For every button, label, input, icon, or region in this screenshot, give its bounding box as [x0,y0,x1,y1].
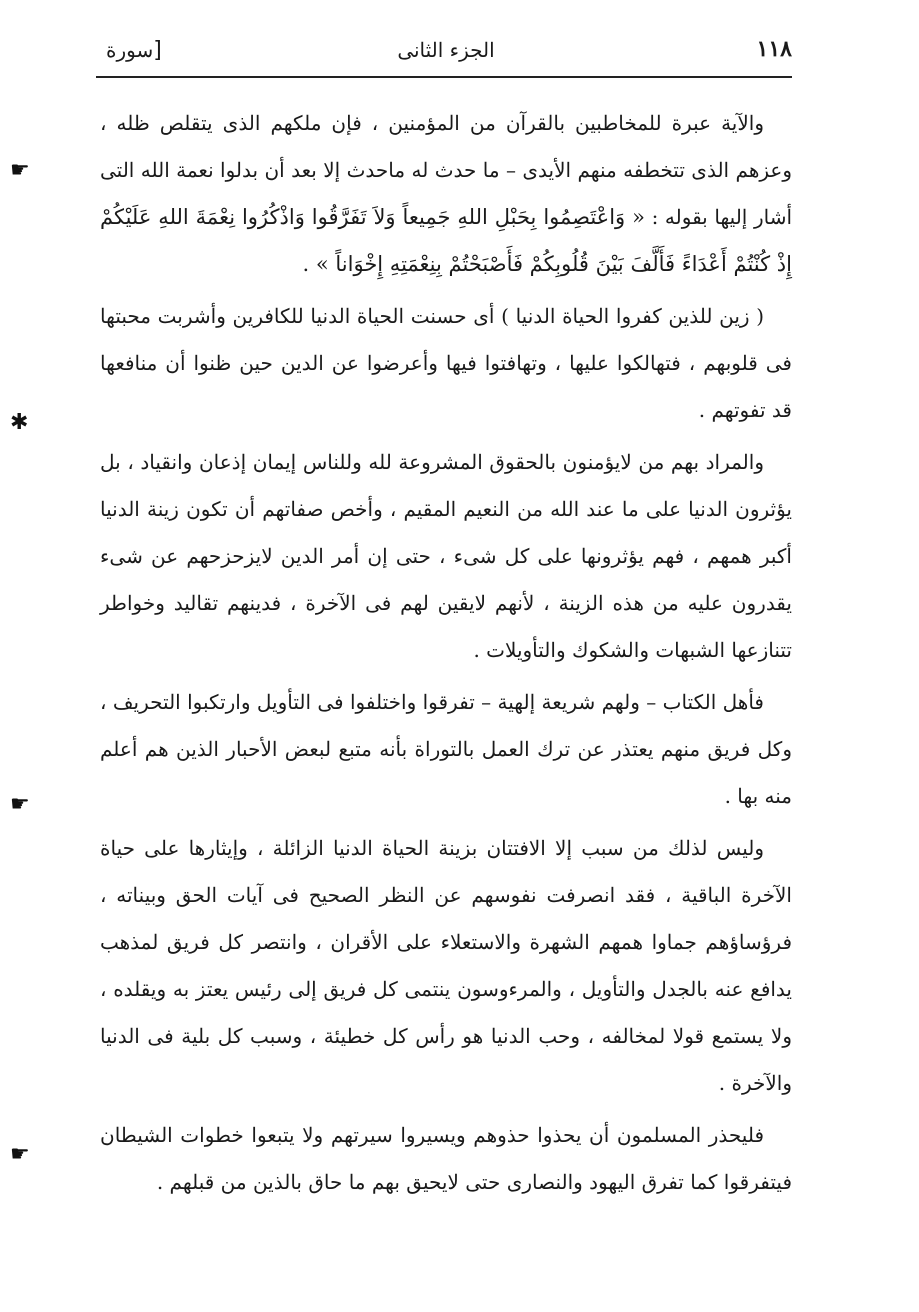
margin-mark-icon: ☛ [10,158,30,183]
header-bracket: [ [153,38,162,63]
margin-mark-icon: ☛ [10,792,30,817]
paragraph-6: فليحذر المسلمون أن يحذوا حذوهم ويسيروا سيرتهم ولا يتبعوا خطوات الشيطان فيتفرقوا كما تفرق اليهود والنصارى حتى لايحيق بهم ما حاق بالذين من قبلهم . [100,1123,792,1194]
paragraph-1-text: والآية عبرة للمخاطبين بالقرآن من المؤمنين ، فإن ملكهم الذى يتقلص ظله ، وعزهم الذى تتخطفه منهم الأيدى – ما حدث له ماحدث إلا بعد أن بدلوا نعمة الله التى أشار إليها بقوله : [100,111,793,229]
paragraph-4: فأهل الكتاب – ولهم شريعة إلهية – تفرقوا واختلفوا فى التأويل وارتكبوا التحريف ، وكل فريق منهم يعتذر عن ترك العمل بالتوراة بأنه متبع لبعض الأحبار الذين هم أعلم منه بها . [100,690,792,808]
paragraph-3: والمراد بهم من لايؤمنون بالحقوق المشروعة لله وللناس إيمان إذعان وانقياد ، بل يؤثرون الدنيا على ما عند الله من النعيم المقيم ، وأخص صفاتهم أن تكون زينة الدنيا أكبر همهم ، فهم يؤثرونها على كل شىء ، حتى إن أمر الدين لايزحزحهم عن شىء يقدرون عليه من هذه الزينة ، لأنهم لايقين لهم فى الآخرة ، فدينهم تقاليد وخواطر تتنازعها الشبهات والشكوك والتأويلات . [100,450,792,662]
header-rule [96,76,792,78]
running-title: الجزء الثانى [397,38,495,62]
page-header [100,30,792,74]
body-text [100,100,792,1211]
page-number: ١١٨ [756,36,792,62]
surah-label [106,38,162,63]
paragraph-5: وليس لذلك من سبب إلا الافتتان بزينة الحياة الدنيا الزائلة ، وإيثارها على حياة الآخرة الباقية ، فقد انصرفت نفوسهم عن النظر الصحيح فى آيات الحق وبيناته ، فرؤساؤهم جماوا همهم الشهرة والاستعلاء على الأقران ، وانتصر كل فريق لمذهب يدافع عنه بالجدل والتأويل ، والمرءوسون ينتمى كل فريق إلى رئيس يعتز به ويقلده ، ولا يستمع قولا لمخالفه ، وحب الدنيا هو رأس كل خطيئة ، وسبب كل بلية فى الدنيا والآخرة . [100,836,792,1095]
paragraph-1 [100,100,792,288]
margin-mark-icon: ✱ [10,410,29,435]
quran-verse: « وَاعْتَصِمُوا بِحَبْلِ اللهِ جَمِيعاً وَلاَ تَفَرَّقُوا وَاذْكُرُوا نِعْمَةَ اللهِ عَلَيْكُمْ إِذْ كُنْتُمْ أَعْدَاءً فَأَلَّفَ بَيْنَ قُلُوبِكُمْ فَأَصْبَحْتُمْ بِنِعْمَتِهِ إِخْوَاناً » . [100,205,792,276]
paragraph-2: ( زين للذين كفروا الحياة الدنيا ) أى حسنت الحياة الدنيا للكافرين وأشربت محبتها فى قلوبهم ، فتهالكوا عليها ، وتهافتوا فيها وأعرضوا عن الدين حين ظنوا أن منافعها قد تفوتهم . [100,304,792,422]
surah-label-text: سورة [106,38,154,62]
margin-mark-icon: ☛ [10,1142,30,1167]
